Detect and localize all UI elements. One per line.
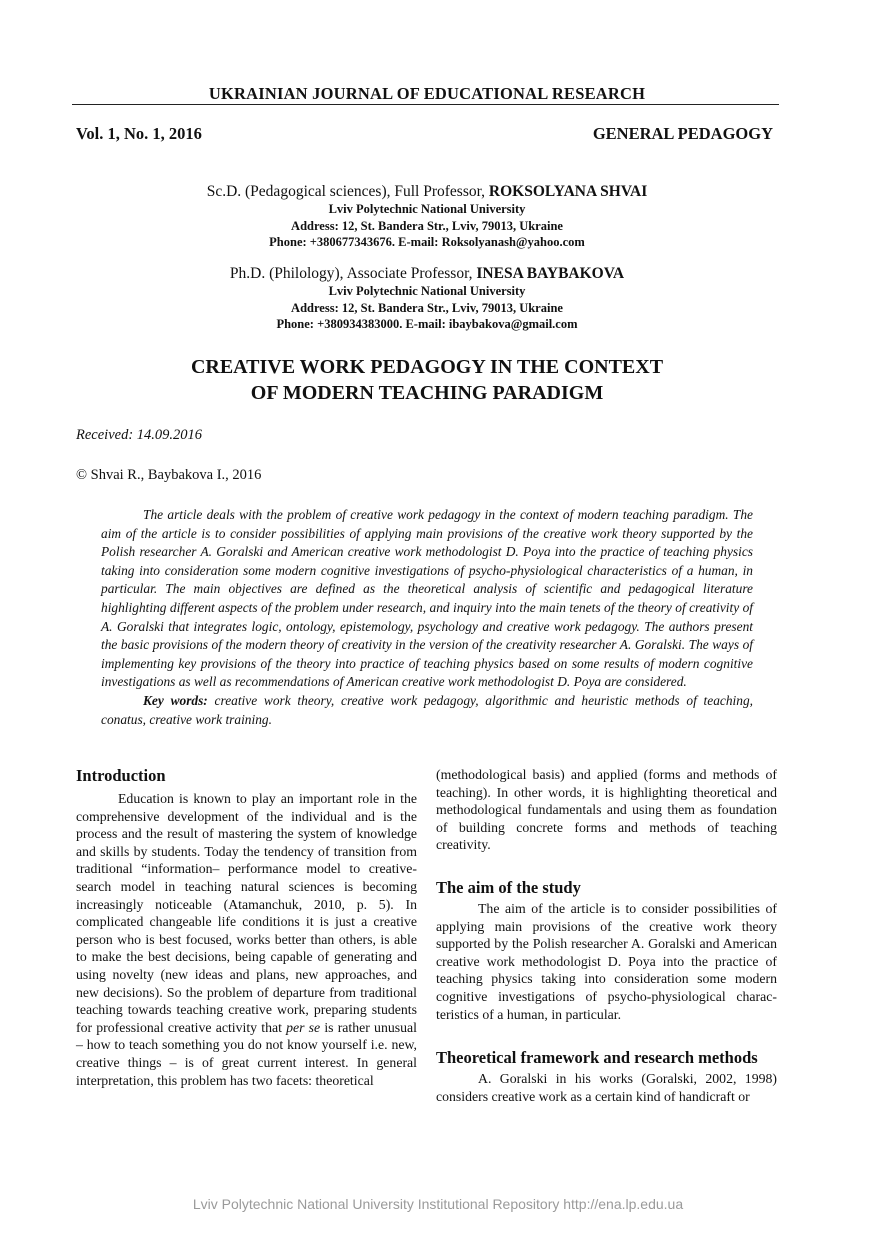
methods-paragraph: A. Goralski in his works (Goralski, 2002, 1998) considers creative work as a certain kind of handicraft or [436, 1071, 777, 1104]
title-line-1: CREATIVE WORK PEDAGOGY IN THE CONTEXT [190, 356, 664, 378]
abstract [101, 506, 753, 729]
abstract-text: The article deals with the problem of creative work pedagogy in the context of modern teaching paradigm. The aim of the article is to consider possibilities of applying main provisions of the creative work theory supported by the Polish researcher A. Goralski and American creative work methodologist D. Poya into the practice of teaching physics taking into consideration some modern cognitive investigations of psycho-physiological characteristics of a human, in particular. The main objectives are defined as the theoretical analysis of scientific and pedagogical literature highlighting different aspects of the problem under research, and inquiry into the main tenets of the theory of creativity of A. Goralski that integrates logic, ontology, epistemology, psychology and creative work pedagogy. The authors present the basic provisions of the modern theory of creativity in the version of the creativity researcher A. Goralski. The ways of implementing key provisions of the theory into practice of teaching physics based on some results of modern cognitive investigations as well as recommendations of American creative work methodologist D. Poya are considered. [101, 507, 753, 690]
left-column [76, 766, 417, 1089]
aim-paragraph: The aim of the article is to consider possibilities of applying main provisions of the creative work theory supported by the Polish researcher A. Goralski and American creative work methodologist D. Poya into the practice of teaching physics taking into consideration some modern cognitive investigations of psycho-physiological charac-teristics of a human, in particular. [436, 900, 777, 1022]
latin-phrase: per se [286, 1019, 321, 1035]
keywords-label: Key words: [143, 692, 208, 708]
introduction-continuation: (methodological basis) and applied (forms and methods of teaching). In other words, it is highlighting theoretical and methodological fundamentals and using them as foundation of building concrete forms and methods of teaching creativity. [436, 767, 777, 853]
title-line-2: OF MODERN TEACHING PARADIGM [250, 382, 604, 404]
author-credentials: Ph.D. (Philology), Associate Professor, [229, 265, 473, 282]
author-name: INESA BAYBAKOVA [476, 265, 625, 282]
keywords [101, 692, 753, 729]
keywords-text: creative work theory, creative work pedagogy, algorithmic and heuristic methods of teaching, conatus, creative work training. [101, 692, 753, 727]
methods-heading: Theoretical framework and research methods [436, 1048, 758, 1068]
author-credentials: Sc.D. (Pedagogical sciences), Full Professor, [206, 183, 486, 200]
author-contact: Phone: +380934383000. E-mail: ibaybakova@gmail.com [276, 317, 578, 331]
author-name: ROKSOLYANA SHVAI [488, 183, 648, 200]
author-institution: Lviv Polytechnic National University [328, 284, 526, 298]
journal-title: UKRAINIAN JOURNAL OF EDUCATIONAL RESEARCH [208, 84, 646, 103]
received-date: Received: 14.09.2016 [76, 427, 203, 443]
author-line [75, 264, 779, 283]
right-column [436, 766, 777, 1105]
aim-heading: The aim of the study [436, 877, 581, 897]
introduction-heading: Introduction [76, 766, 166, 785]
volume-info: Vol. 1, No. 1, 2016 [76, 124, 202, 143]
author-address: Address: 12, St. Bandera Str., Lviv, 79013, Ukraine [291, 218, 563, 233]
section-name: GENERAL PEDAGOGY [592, 124, 773, 143]
author-contact: Phone: +380677343676. E-mail: Roksolyanash@yahoo.com [269, 235, 585, 249]
author-block-2 [75, 264, 779, 333]
author-line [75, 182, 779, 201]
author-institution: Lviv Polytechnic National University [328, 202, 526, 216]
author-block-1 [75, 182, 779, 251]
article-title [75, 354, 779, 406]
repository-footer: Lviv Polytechnic National University Institutional Repository http://ena.lp.edu.ua [192, 1196, 684, 1212]
author-address: Address: 12, St. Bandera Str., Lviv, 79013, Ukraine [291, 300, 563, 315]
copyright: © Shvai R., Baybakova I., 2016 [76, 467, 262, 483]
introduction-paragraph: Education is known to play an important role in the comprehensive development of the individual and is the process and the result of mastering the system of knowledge and skills by students. Today the tendency of transition from traditional “information– performance model to creative-search model in teaching natural sciences is becoming increasingly noticeable (Atamanchuk, 2010, p. 5). In complicated changeable life conditions it is just a creative person who is best focused, works better than others, is able to make the best decisions, being capable of generating and using novelty (new ideas and plans, new approaches, and new decisions). So the problem of departure from traditional teaching towards teaching creative work, preparing students for professional creative activity that per se is rather unusual – how to teach something you do not know yourself i.e. new, creative things – is of great current interest. In general interpretation, this problem has two facets: theoretical [76, 791, 417, 1088]
header-rule [72, 104, 779, 105]
